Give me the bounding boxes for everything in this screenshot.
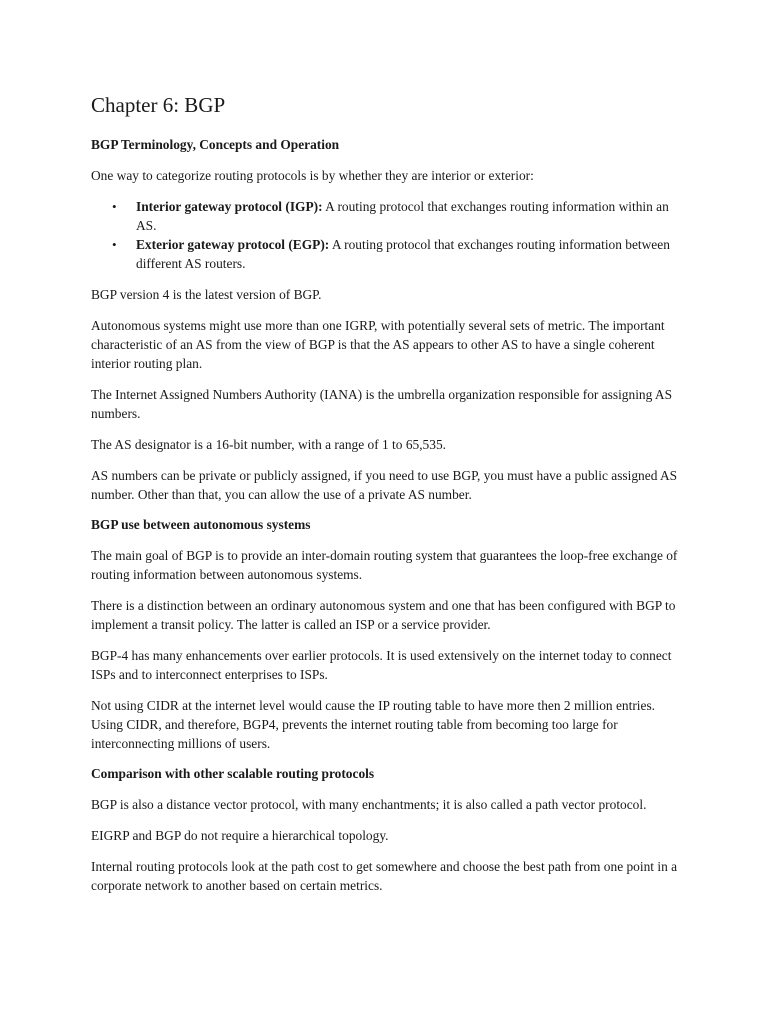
document-page [91, 92, 681, 907]
protocol-type-list [91, 197, 681, 273]
bullet-icon: • [112, 237, 117, 252]
term-egp: Exterior gateway protocol (EGP): [136, 237, 330, 252]
list-item-egp [91, 235, 681, 273]
paragraph: There is a distinction between an ordinary autonomous system and one that has been configured with BGP to implement a transit policy. The latter is called an ISP or a service provider. [91, 598, 676, 632]
paragraph: Internal routing protocols look at the path cost to get somewhere and choose the best path from one point in a corporate network to another based on certain metrics. [91, 859, 678, 893]
paragraph: Autonomous systems might use more than one IGRP, with potentially several sets of metric. The important characteristic of an AS from the view of BGP is that the AS appears to other AS to have a single coherent interior routing plan. [91, 318, 665, 371]
section-heading-terminology: BGP Terminology, Concepts and Operation [91, 137, 340, 152]
paragraph: One way to categorize routing protocols is by whether they are interior or exterior: [91, 168, 534, 183]
paragraph: AS numbers can be private or publicly assigned, if you need to use BGP, you must have a public assigned AS number. Other than that, you can allow the use of a private AS number. [91, 468, 678, 502]
paragraph: The Internet Assigned Numbers Authority (IANA) is the umbrella organization responsible for assigning AS numbers. [91, 387, 673, 421]
section-heading-comparison: Comparison with other scalable routing protocols [91, 766, 375, 781]
paragraph: The main goal of BGP is to provide an inter-domain routing system that guarantees the loop-free exchange of routing information between autonomous systems. [91, 548, 678, 582]
definition-egp: A routing protocol that exchanges routing information between different AS routers. [136, 237, 670, 271]
section-heading-bgp-use: BGP use between autonomous systems [91, 517, 311, 532]
paragraph: Not using CIDR at the internet level would cause the IP routing table to have more then 2 million entries. Using CIDR, and therefore, BGP4, prevents the internet routing table from becoming too large for interconnecting millions of users. [91, 698, 656, 751]
paragraph: EIGRP and BGP do not require a hierarchical topology. [91, 828, 389, 843]
paragraph: BGP-4 has many enhancements over earlier protocols. It is used extensively on the internet today to connect ISPs and to interconnect enterprises to ISPs. [91, 648, 672, 682]
paragraph: BGP version 4 is the latest version of BGP. [91, 287, 322, 302]
chapter-title: Chapter 6: BGP [91, 93, 226, 117]
bullet-icon: • [112, 199, 117, 214]
paragraph: The AS designator is a 16-bit number, with a range of 1 to 65,535. [91, 437, 446, 452]
term-igp: Interior gateway protocol (IGP): [136, 199, 323, 214]
paragraph: BGP is also a distance vector protocol, with many enchantments; it is also called a path vector protocol. [91, 797, 647, 812]
definition-igp: A routing protocol that exchanges routing information within an AS. [136, 199, 669, 233]
list-item-igp [91, 197, 681, 235]
